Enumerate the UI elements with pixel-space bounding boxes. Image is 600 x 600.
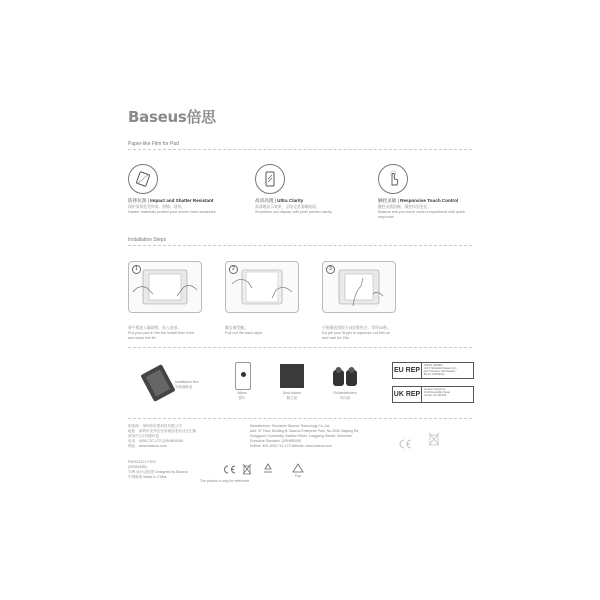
eu-rep-text: ADDAS LIMITED Unit 5 Hollowfield Square, Fort Four Hourtown, New Zealand BO 10 1 2023(IAC) — [424, 364, 457, 376]
dust-sticker-image — [280, 364, 304, 388]
feature-title-clarity: 高清高透 | Ultra Clarity — [255, 198, 304, 203]
step-3-illustration — [322, 261, 396, 313]
item-label-wipes: Wipes 擦巾 — [237, 391, 247, 400]
feature-title-touch: 触控灵敏 | Responsive Touch Control — [378, 198, 459, 203]
eu-rep-tag: EU REP — [393, 363, 422, 378]
section-title-installation: Installation Steps — [128, 237, 167, 243]
ukca-icon: Pap — [292, 463, 304, 478]
step-number: 3 — [326, 265, 335, 274]
item-label-guided-stickers: Guidedstickers 导向贴 — [333, 391, 357, 400]
uk-rep-box — [392, 386, 474, 403]
item-label-dust-sticker: Dust-sticker 除尘贴 — [282, 391, 302, 400]
step-3-desc: 手指顺着刮板方向轻推贴合，等待20秒。 Do ple your finger to squeeze out film on and wait for 20s. — [322, 326, 391, 340]
tablet-shield-icon — [128, 164, 158, 194]
feature-desc-clarity: 高清晰显示效果，呈现完美清晰画面。 Smoothes out display with pixel perfect clarity. — [255, 205, 333, 214]
wipes-image — [235, 362, 251, 390]
uk-rep-text: Amazon Ireland Ltd 19-20 Devonshire Street London, UK SW 4NA — [424, 388, 450, 397]
feature-title-impact: 防摔抗刮 | Impact and Shatter Resistant — [128, 198, 214, 203]
ce-mark-icon — [398, 436, 412, 454]
recycle-icon — [262, 463, 274, 475]
touch-hand-icon — [378, 164, 408, 194]
divider — [128, 347, 472, 348]
divider — [128, 149, 472, 150]
footer-model-info: P40012121 F003 (0026040B) 专利 设计由倍思 Designed by Baseus 中国制造 Made in China — [128, 460, 189, 479]
eu-rep-box — [392, 362, 474, 379]
step-2-illustration — [225, 261, 299, 313]
divider — [128, 245, 472, 246]
step-2-desc: 撕去离型膜。 Pull out the back layer. — [225, 326, 264, 335]
step-1-illustration — [128, 261, 202, 313]
section-title-film: Paper-like Film for Pad — [128, 141, 179, 147]
feature-desc-impact: 保护屏幕免受摔落、刮擦、划伤。 Harder materials protect your screen from scratches. — [128, 205, 217, 214]
item-label-installation-box: Installation Box 安装辅助盒 — [175, 380, 199, 389]
step-number: 2 — [229, 265, 238, 274]
feature-desc-touch: 触控灵敏流畅，操控体验更佳。 Baseus lets you touch control experience with quick response. — [378, 205, 465, 219]
step-number: 1 — [132, 265, 141, 274]
phone-clarity-icon — [255, 164, 285, 194]
installation-box-image — [138, 364, 178, 407]
divider — [128, 418, 472, 419]
weee-bin-icon — [428, 432, 440, 451]
footer-manufacturer-cn: 制造商：深圳市倍思科技有限公司 地址：深圳市龙华区民治街道北站社区汇隆 商务中心2号楼37层 电话：4000-737-172 Q/SHBS0081 网址：www.baseus.com — [128, 424, 197, 448]
uk-rep-tag: UK REP — [393, 387, 422, 402]
brand-logo: Baseus倍思 — [128, 108, 216, 126]
info-book-icon: The picture is only for reference — [200, 479, 250, 483]
footer-manufacturer-en: Manufacturer: Shenzhen Baseus Technology Co.,Ltd. Add: 37 Floor, Building B, Baseus Enterprise Park, No.3006 Xiagang Rd, Dongguan Community, Bantian Street, Longgang District, Shenzhen Executive Standard: Q/SHBS0081 Hotline: 400-4000-712-172 Website: www.baseus.com — [250, 424, 360, 448]
step-1-desc: 将平板放入辅助框，放入底部。 Put your pad in the the install then front and close the lid. — [128, 326, 195, 340]
